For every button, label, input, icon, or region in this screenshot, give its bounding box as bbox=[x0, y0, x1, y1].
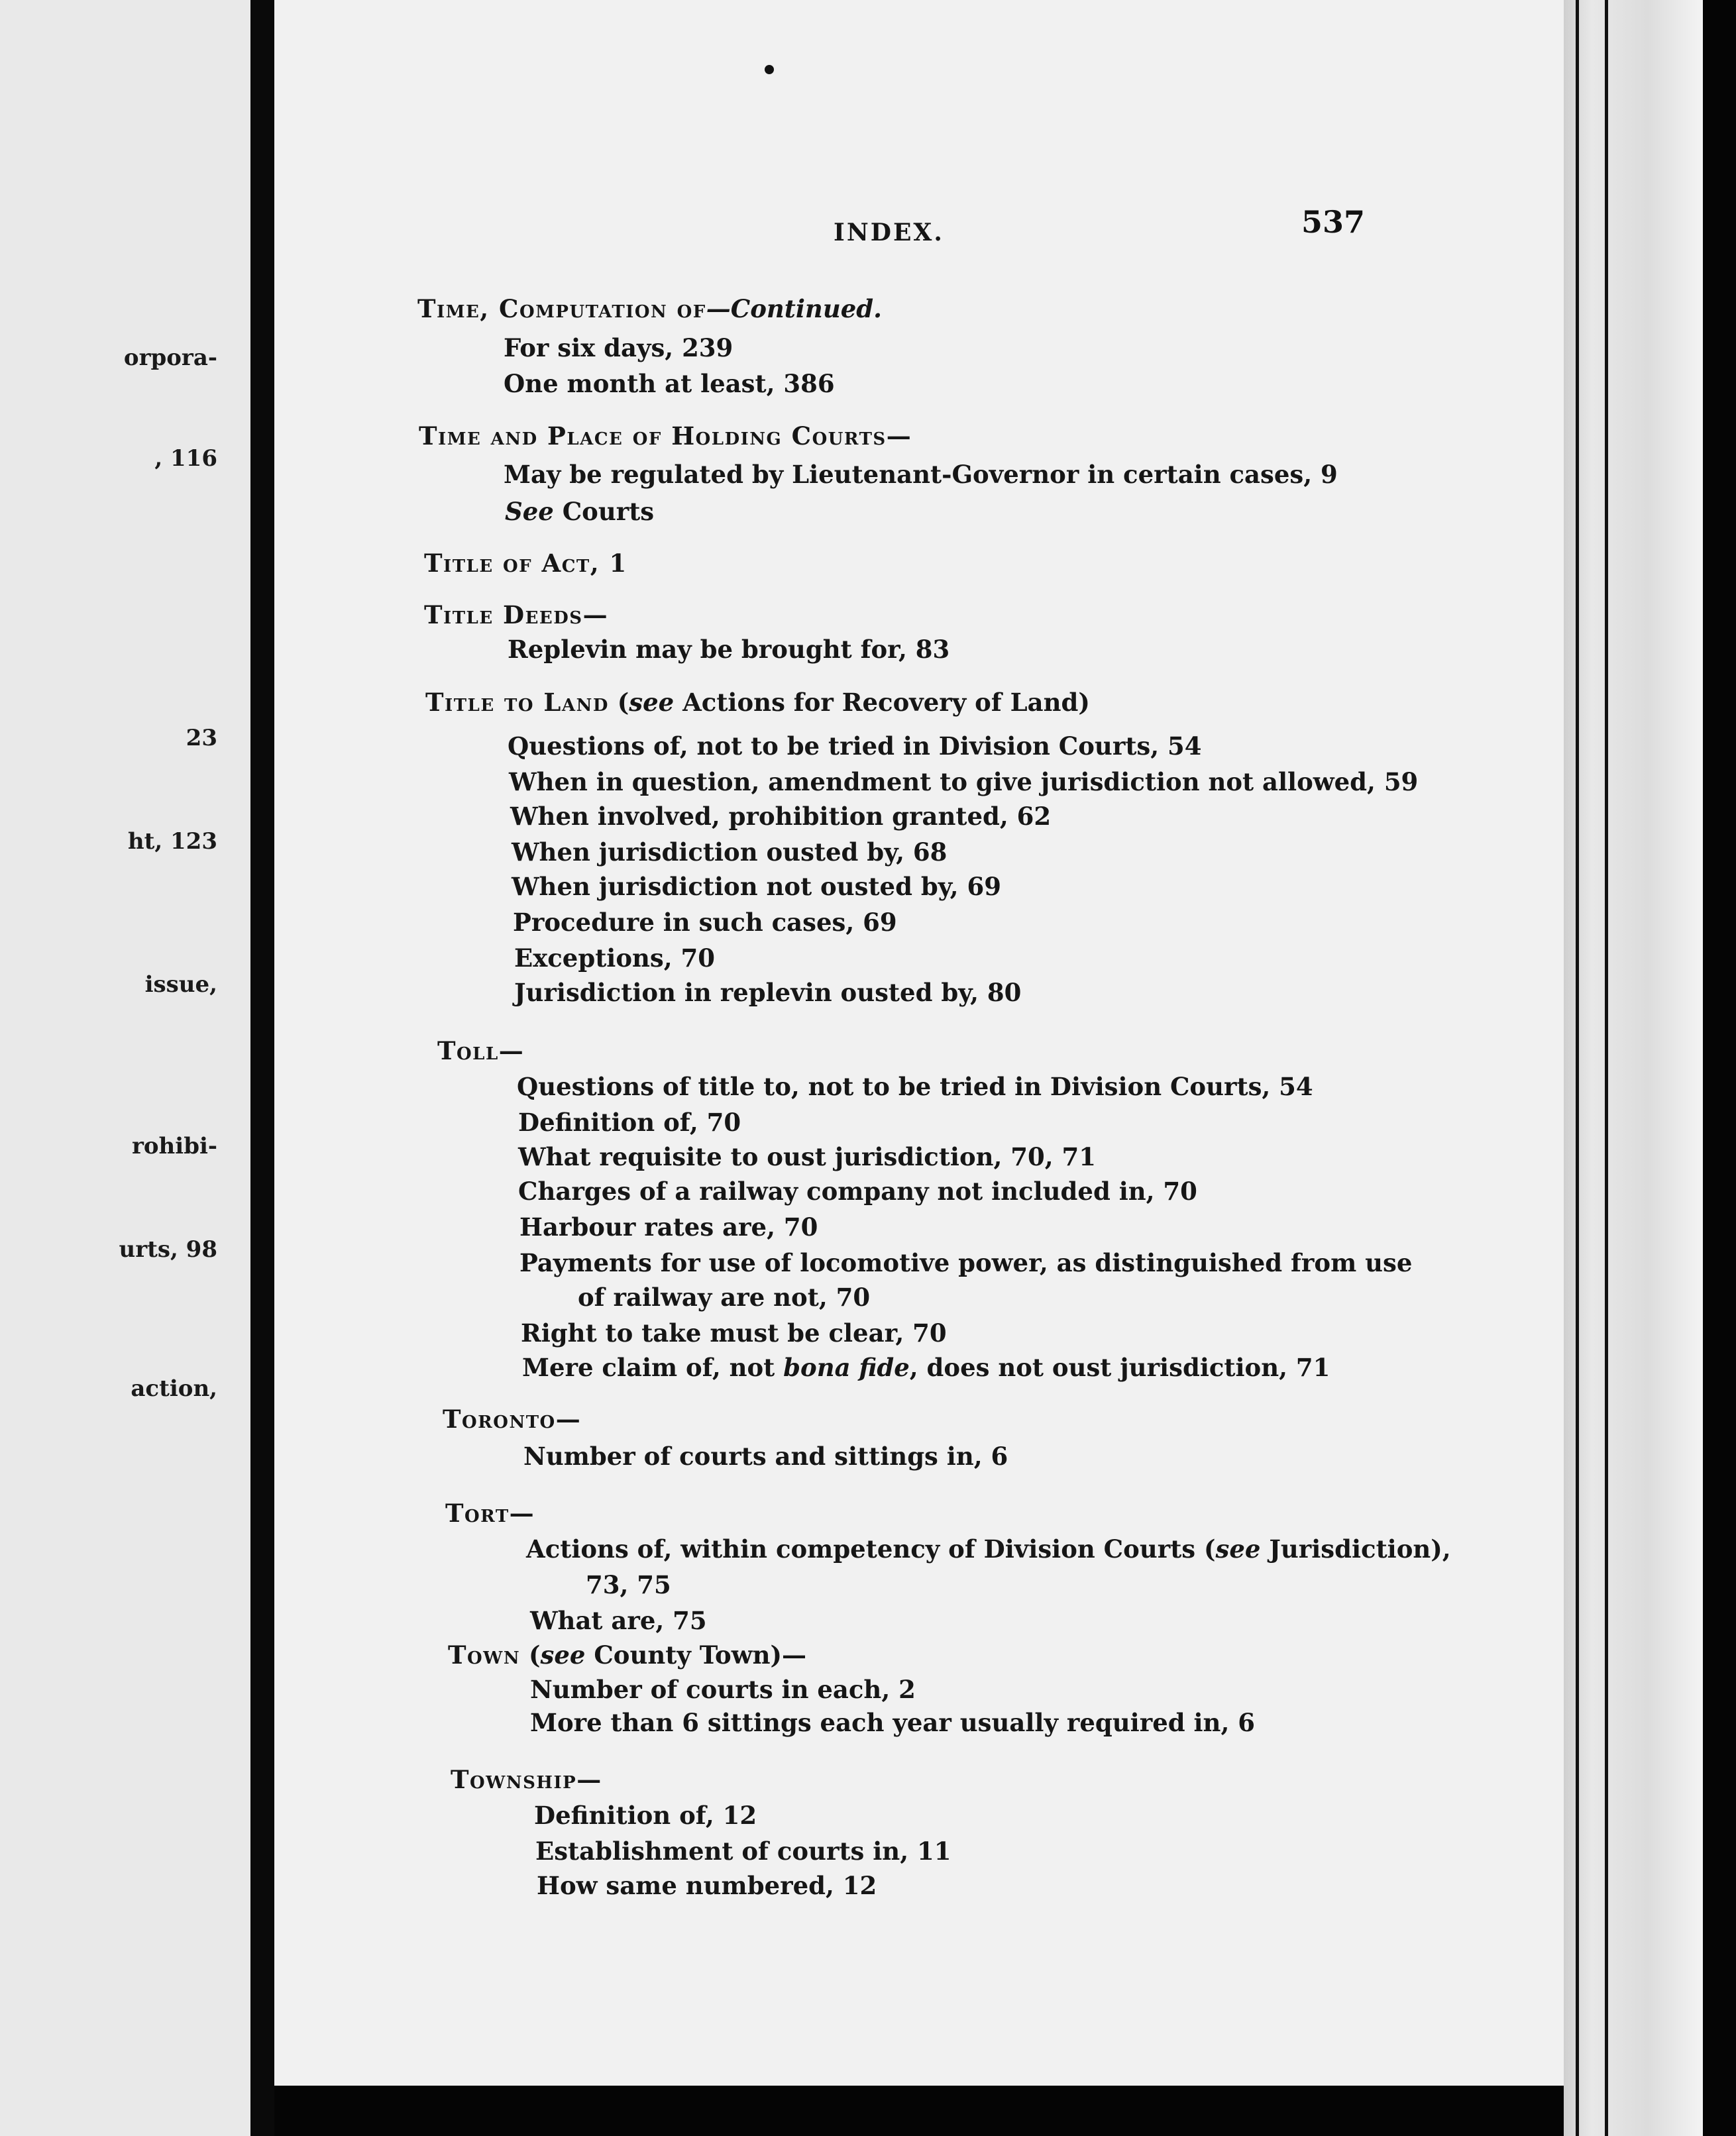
index-entry-heading: Toronto— bbox=[443, 1405, 582, 1434]
index-subentry: When involved, prohibition granted, 62 bbox=[510, 802, 1052, 831]
left-fragment: 23 bbox=[186, 725, 217, 751]
index-subentry bbox=[526, 1534, 1451, 1564]
index-subentry: Payments for use of locomotive power, as distinguished from use bbox=[519, 1248, 1413, 1277]
left-fragment: rohibi- bbox=[131, 1133, 217, 1159]
index-entry-heading: Time and Place of Holding Courts— bbox=[419, 421, 912, 451]
index-subentry: Number of courts and sittings in, 6 bbox=[523, 1442, 1008, 1471]
subentry-text: , does not oust jurisdiction, 71 bbox=[909, 1353, 1330, 1382]
index-entry-heading: Title Deeds— bbox=[424, 600, 609, 629]
index-subentry: Jurisdiction in replevin ousted by, 80 bbox=[514, 978, 1022, 1007]
left-page-fragment bbox=[0, 0, 250, 2136]
index-subentry: Exceptions, 70 bbox=[514, 943, 716, 973]
page-edge bbox=[1564, 0, 1703, 2136]
index-entry-heading bbox=[448, 1640, 806, 1670]
index-entry-heading bbox=[425, 688, 1090, 717]
index-subentry: Procedure in such cases, 69 bbox=[513, 908, 897, 937]
scan-bottom-border bbox=[274, 2086, 1564, 2136]
index-subentry: May be regulated by Lieutenant-Governor in certain cases, 9 bbox=[504, 460, 1338, 489]
page-number: 537 bbox=[1301, 204, 1366, 240]
index-subentry bbox=[522, 1353, 1330, 1382]
entry-heading: Town bbox=[448, 1640, 521, 1670]
latin-term: bona fide bbox=[783, 1353, 910, 1382]
left-fragment: ht, 123 bbox=[127, 828, 217, 855]
ink-dot bbox=[765, 65, 774, 74]
index-subentry: What are, 75 bbox=[530, 1606, 707, 1635]
index-entry-heading: Township— bbox=[451, 1765, 602, 1794]
left-fragment: issue, bbox=[144, 971, 217, 998]
index-subentry: Replevin may be brought for, 83 bbox=[508, 635, 950, 664]
index-subentry: Charges of a railway company not included in, 70 bbox=[518, 1177, 1197, 1206]
index-subentry: What requisite to oust jurisdiction, 70, 71 bbox=[518, 1142, 1097, 1171]
index-entry-heading: Title of Act, 1 bbox=[424, 549, 627, 578]
paren-open: ( bbox=[608, 688, 629, 717]
book-gutter bbox=[250, 0, 274, 2136]
index-subentry: When jurisdiction not ousted by, 69 bbox=[512, 872, 1001, 901]
index-subentry: One month at least, 386 bbox=[504, 369, 835, 398]
see-word: See bbox=[505, 497, 554, 526]
index-subentry-continuation: of railway are not, 70 bbox=[578, 1283, 871, 1312]
index-subentry: Number of courts in each, 2 bbox=[530, 1675, 916, 1704]
see-word: see bbox=[629, 688, 675, 717]
page-edge-line bbox=[1605, 0, 1608, 2136]
entry-heading: Time, Computation of bbox=[417, 294, 706, 323]
index-subentry: Right to take must be clear, 70 bbox=[521, 1318, 947, 1348]
index-subentry: Questions of title to, not to be tried in Division Courts, 54 bbox=[517, 1072, 1313, 1101]
paren-open: ( bbox=[520, 1640, 541, 1670]
see-word: see bbox=[540, 1640, 586, 1670]
index-subentry: Definition of, 70 bbox=[518, 1108, 741, 1137]
index-subentry: How same numbered, 12 bbox=[537, 1871, 877, 1900]
left-fragment: urts, 98 bbox=[119, 1236, 217, 1263]
left-fragment: action, bbox=[131, 1375, 217, 1402]
see-target: Courts bbox=[553, 497, 655, 526]
index-entry-heading: Tort— bbox=[445, 1499, 535, 1528]
left-fragment: orpora- bbox=[123, 345, 217, 371]
page-edge-line bbox=[1576, 0, 1579, 2136]
index-subentry: For six days, 239 bbox=[504, 333, 733, 362]
see-word: see bbox=[1215, 1534, 1261, 1564]
index-entry-heading: Toll— bbox=[437, 1036, 525, 1065]
index-subentry: More than 6 sittings each year usually required in, 6 bbox=[530, 1708, 1255, 1737]
see-target: Actions for Recovery of Land) bbox=[674, 688, 1090, 717]
subentry-text: Jurisdiction), bbox=[1260, 1534, 1451, 1564]
index-subentry bbox=[505, 497, 654, 526]
index-subentry-continuation: 73, 75 bbox=[586, 1570, 671, 1599]
index-subentry: Harbour rates are, 70 bbox=[519, 1212, 818, 1242]
index-subentry: Establishment of courts in, 11 bbox=[535, 1837, 951, 1866]
entry-heading: Title to Land bbox=[425, 688, 609, 717]
running-head: INDEX. bbox=[834, 219, 944, 246]
see-target: County Town)— bbox=[585, 1640, 806, 1670]
continued-label: —Continued. bbox=[706, 294, 883, 323]
index-subentry: When jurisdiction ousted by, 68 bbox=[512, 837, 948, 867]
left-fragment: , 116 bbox=[154, 445, 217, 472]
index-subentry: When in question, amendment to give jurisdiction not allowed, 59 bbox=[509, 767, 1419, 796]
subentry-text: Mere claim of, not bbox=[522, 1353, 784, 1382]
index-subentry: Definition of, 12 bbox=[534, 1801, 757, 1830]
index-entry-heading bbox=[417, 294, 882, 323]
index-subentry: Questions of, not to be tried in Division Courts, 54 bbox=[508, 731, 1202, 761]
subentry-text: Actions of, within competency of Division Courts ( bbox=[526, 1534, 1216, 1564]
